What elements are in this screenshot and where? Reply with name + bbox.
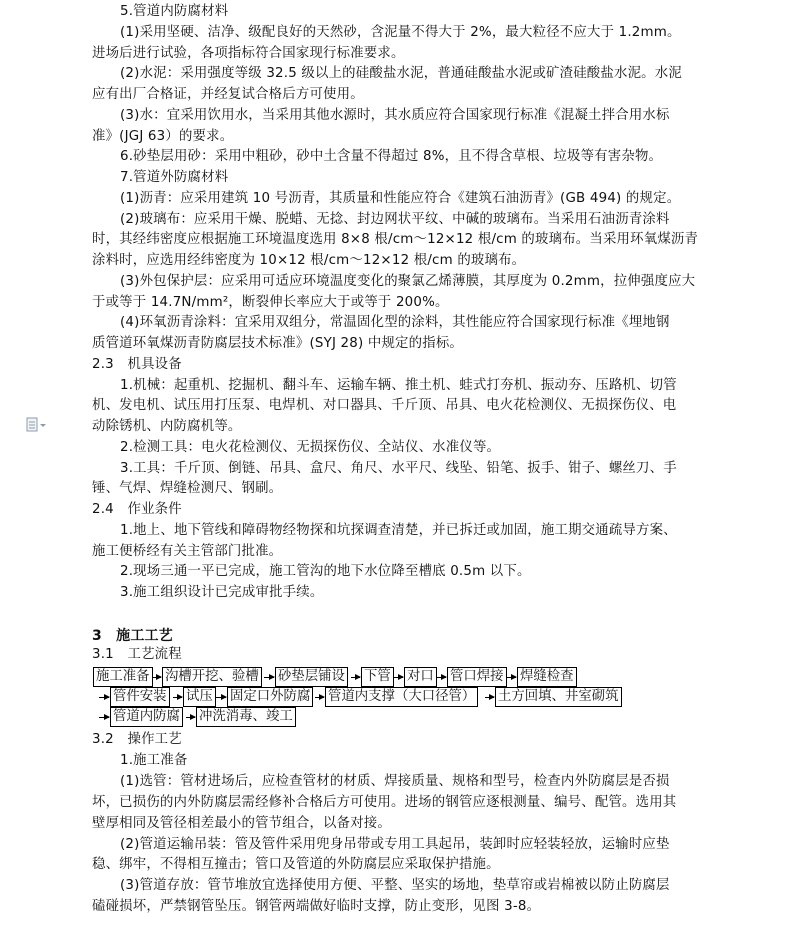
flow-arrow (173, 697, 182, 698)
flow-arrow (507, 677, 516, 678)
text-line: 机、发电机、试压用打压泵、电焊机、对口器具、千斤顶、吊具、电火花检测仪、无损探伤仪、电 (92, 398, 677, 414)
text-line: 5.管道内防腐材料 (120, 4, 229, 19)
text-line: (2)管道运输吊装：管及管件采用兜身吊带或专用工具起吊，装卸时应轻装轻放，运输时应垫 (120, 836, 670, 852)
text-line: (4)环氧沥青涂料：宜采用双组分，常温固化型的涂料，其性能应符合国家现行标准《埋地钢 (120, 315, 670, 331)
text-line: 3.工具：千斤顶、倒链、吊具、盒尺、角尺、水平尺、线坠、铅笔、扳手、钳子、螺丝刀、手 (120, 460, 677, 476)
flow-arrow (351, 677, 360, 678)
flow-step: 砂垫层铺设 (275, 667, 348, 687)
text-line: 于或等于 14.7N/mm²，断裂伸长率应大于或等于 200%。 (92, 294, 449, 310)
flow-step: 冲洗消毒、竣工 (196, 707, 296, 727)
text-line: 应有出厂合格证，并经复试合格后方可使用。 (92, 87, 364, 102)
text-line: 施工便桥经有关主管部门批准。 (92, 543, 283, 559)
text-line: 1.地上、地下管线和障碍物经物探和坑探调查清楚，并已拆迁或加固，施工期交通疏导方案、 (120, 522, 677, 538)
text-line: 7.管道外防腐材料 (120, 170, 229, 185)
text-line: (3)管道存放：管节堆放宜选择使用方便、平整、坚实的场地，垫草帘或岩棉被以防止防腐层 (120, 878, 670, 894)
text-line: (2)玻璃布：应采用干燥、脱蜡、无捻、封边网状平纹、中碱的玻璃布。当采用石油沥青涂料 (120, 211, 670, 227)
flow-step: 固定口外防腐 (227, 687, 313, 707)
flow-arrow (99, 717, 109, 718)
flow-arrow (186, 717, 195, 718)
text-line: 质管道环氧煤沥青防腐层技术标准》(SYJ 28) 中规定的指标。 (92, 336, 464, 351)
text-line: 6.砂垫层用砂：采用中粗砂，砂中土含量不得超过 8%，且不得含草根、垃圾等有害杂物。 (120, 149, 663, 165)
flow-step: 管道内支撑（大口径管） (325, 687, 478, 707)
text-line: 2.检测工具：电火花检测仪、无损探伤仪、全站仪、水准仪等。 (120, 439, 501, 455)
text-line: 时，其经纬密度应根据施工环境温度选用 8×8 根/cm～12×12 根/cm 的玻璃布。当采用环氧煤沥青 (92, 232, 699, 248)
flow-arrow (485, 697, 494, 698)
flow-step: 下管 (361, 667, 394, 687)
flow-arrow (99, 697, 109, 698)
text-line: 涂料时，应选用经纬密度为 10×12 根/cm～12×12 根/cm 的玻璃布。 (92, 253, 526, 268)
text-line: 2.4 作业条件 (92, 502, 182, 517)
flow-arrow (437, 677, 446, 678)
text-line: 锤、气焊、焊缝检测尺、钢刷。 (92, 481, 283, 497)
text-line: 动除锈机、内防腐机等。 (92, 419, 242, 434)
text-line: 1.施工准备 (120, 752, 188, 768)
text-line: (2)水泥：采用强度等级 32.5 级以上的硅酸盐水泥，普通硅酸盐水泥或矿渣硅酸盐水泥。水泥 (120, 66, 682, 82)
flow-step: 管道内防腐 (110, 707, 183, 727)
text-line: 坏，已损伤的内外防腐层需经修补合格后方可使用。进场的钢管应逐根测量、编号、配管。选用其 (92, 794, 677, 810)
flow-step: 管件安装 (110, 687, 170, 707)
flow-step: 土方回填、井室砌筑 (495, 687, 622, 707)
text-line: (1)选管：管材进场后，应检查管材的材质、焊接质量、规格和型号，检查内外防腐层是否损 (120, 773, 670, 789)
flow-arrow (394, 677, 403, 678)
text-line: 进场后进行试验，各项指标符合国家现行标准要求。 (92, 45, 405, 61)
flow-step: 焊缝检查 (517, 667, 577, 687)
flow-step: 对口 (404, 667, 437, 687)
document-icon[interactable] (26, 417, 48, 433)
text-line: 3.施工组织设计已完成审批手续。 (120, 585, 324, 600)
section-3-1-title: 3.1 工艺流程 (92, 647, 182, 662)
flow-step: 施工准备 (93, 667, 153, 687)
text-line: (1)沥青：应采用建筑 10 号沥青，其质量和性能应符合《建筑石油沥青》(GB 494) 的规定。 (120, 190, 681, 206)
text-line: (1)采用坚硬、洁净、级配良好的天然砂，含泥量不得大于 2%，最大粒径不应大于 1.2mm。 (120, 24, 681, 40)
text-line: 稳、绑牢，不得相互撞击；管口及管道的外防腐层应采取保护措施。 (92, 857, 500, 873)
flow-step: 试压 (183, 687, 216, 707)
text-line: 3.2 操作工艺 (92, 732, 182, 747)
flow-step: 沟槽开挖、验槽 (162, 667, 262, 687)
text-line: (3)水：宜采用饮用水，当采用其他水源时，其水质应符合国家现行标准《混凝土拌合用水标 (120, 107, 670, 123)
flow-arrow (264, 677, 274, 678)
flow-arrow (216, 697, 226, 698)
flow-arrow (152, 677, 161, 678)
text-line: 2.现场三通一平已完成，施工管沟的地下水位降至槽底 0.5m 以下。 (120, 564, 531, 580)
text-line: 准》(JGJ 63）的要求。 (92, 128, 234, 144)
text-line: 磕碰损坏，严禁钢管坠压。钢管两端做好临时支撑，防止变形，见图 3-8。 (92, 899, 541, 915)
text-line: 1.机械：起重机、挖掘机、翻斗车、运输车辆、推土机、蛙式打夯机、振动夯、压路机、切管 (120, 377, 677, 393)
flow-arrow (315, 697, 324, 698)
text-line: 壁厚相同及管径相差最小的管节组合，以备对接。 (92, 815, 391, 831)
section-3-title: 3 施工工艺 (92, 628, 173, 644)
flow-step: 管口焊接 (447, 667, 507, 687)
text-line: 2.3 机具设备 (92, 356, 182, 372)
text-line: (3)外包保护层：应采用可适应环境温度变化的聚氯乙烯薄膜，其厚度为 0.2mm，拉伸强度应大 (120, 273, 696, 289)
